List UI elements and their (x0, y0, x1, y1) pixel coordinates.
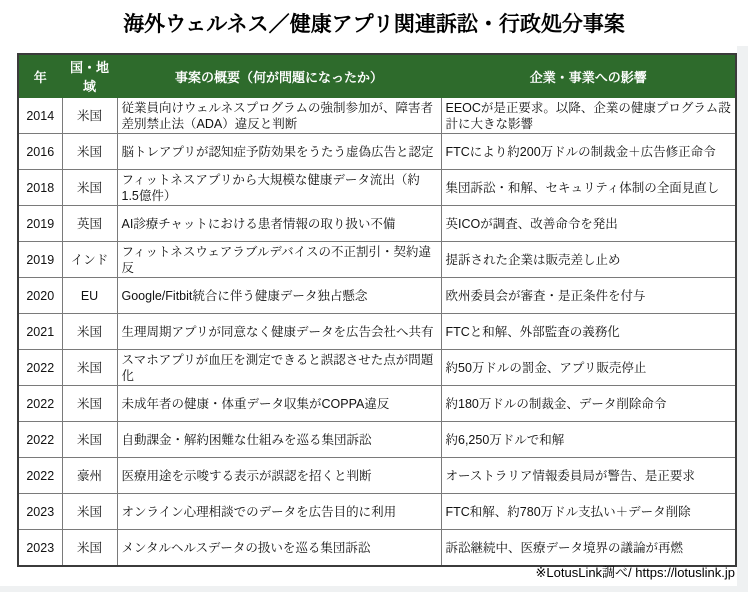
cell-summary: 従業員向けウェルネスプログラムの強制参加が、障害者差別禁止法（ADA）違反と判断 (117, 98, 441, 134)
cell-impact: EEOCが是正要求。以降、企業の健康プログラム設計に大きな影響 (441, 98, 736, 134)
cell-impact: オーストラリア情報委員局が警告、是正要求 (441, 458, 736, 494)
cell-year: 2018 (18, 170, 62, 206)
cell-region: 英国 (62, 206, 117, 242)
cell-impact: FTC和解、約780万ドル支払い＋データ削除 (441, 494, 736, 530)
cell-year: 2022 (18, 350, 62, 386)
table-row (18, 386, 736, 422)
source-note: ※LotusLink調べ/ https://lotuslink.jp (535, 565, 735, 580)
cell-impact: 約50万ドルの罰金、アプリ販売停止 (441, 350, 736, 386)
cell-region: 米国 (62, 350, 117, 386)
cell-summary: 自動課金・解約困難な仕組みを巡る集団訴訟 (117, 422, 441, 458)
cell-summary: メンタルヘルスデータの扱いを巡る集団訴訟 (117, 530, 441, 567)
cell-impact: 欧州委員会が審査・是正条件を付与 (441, 278, 736, 314)
cell-year: 2016 (18, 134, 62, 170)
cell-impact: 集団訴訟・和解、セキュリティ体制の全面見直し (441, 170, 736, 206)
table-row (18, 494, 736, 530)
cell-year: 2014 (18, 98, 62, 134)
cell-summary: 未成年者の健康・体重データ収集がCOPPA違反 (117, 386, 441, 422)
cell-year: 2019 (18, 206, 62, 242)
cell-impact: 約180万ドルの制裁金、データ削除命令 (441, 386, 736, 422)
column-header-impact: 企業・事業への影響 (441, 54, 736, 98)
page-title: 海外ウェルネス／健康アプリ関連訴訟・行政処分事案 (123, 13, 625, 36)
table-row (18, 170, 736, 206)
cell-impact: 英ICOが調査、改善命令を発出 (441, 206, 736, 242)
cell-summary: フィットネスウェアラブルデバイスの不正割引・契約違反 (117, 242, 441, 278)
cell-summary: 生理周期アプリが同意なく健康データを広告会社へ共有 (117, 314, 441, 350)
cell-region: 米国 (62, 530, 117, 567)
cell-region: 米国 (62, 170, 117, 206)
table-row (18, 98, 736, 134)
table-row (18, 422, 736, 458)
cell-region: 米国 (62, 494, 117, 530)
cell-impact: 訴訟継続中、医療データ境界の議論が再燃 (441, 530, 736, 567)
cell-region: 米国 (62, 386, 117, 422)
column-header-year: 年 (18, 54, 62, 98)
table-row (18, 458, 736, 494)
cell-region: EU (62, 278, 117, 314)
table-row (18, 206, 736, 242)
column-header-region: 国・地域 (62, 54, 117, 98)
cell-year: 2021 (18, 314, 62, 350)
background-edge-bottom (0, 586, 748, 592)
cell-year: 2022 (18, 458, 62, 494)
cell-year: 2023 (18, 494, 62, 530)
background-edge-right (737, 46, 748, 592)
cell-year: 2022 (18, 386, 62, 422)
table-row (18, 242, 736, 278)
cell-year: 2023 (18, 530, 62, 567)
cell-region: インド (62, 242, 117, 278)
cell-region: 米国 (62, 422, 117, 458)
table-row (18, 530, 736, 567)
cell-region: 米国 (62, 314, 117, 350)
cell-year: 2022 (18, 422, 62, 458)
table-header-row (18, 54, 736, 98)
cell-year: 2019 (18, 242, 62, 278)
cell-impact: 約6,250万ドルで和解 (441, 422, 736, 458)
cell-region: 米国 (62, 98, 117, 134)
cell-summary: オンライン心理相談でのデータを広告目的に利用 (117, 494, 441, 530)
cell-impact: FTCにより約200万ドルの制裁金＋広告修正命令 (441, 134, 736, 170)
cell-impact: FTCと和解、外部監査の義務化 (441, 314, 736, 350)
table-row (18, 134, 736, 170)
table-row (18, 278, 736, 314)
cell-region: 米国 (62, 134, 117, 170)
cell-summary: スマホアプリが血圧を測定できると誤認させた点が問題化 (117, 350, 441, 386)
cell-summary: AI診療チャットにおける患者情報の取り扱い不備 (117, 206, 441, 242)
cell-summary: Google/Fitbit統合に伴う健康データ独占懸念 (117, 278, 441, 314)
cases-table (17, 53, 737, 567)
cell-summary: 脳トレアプリが認知症予防効果をうたう虚偽広告と認定 (117, 134, 441, 170)
table-row (18, 350, 736, 386)
column-header-summary: 事案の概要（何が問題になったか） (117, 54, 441, 98)
cell-impact: 提訴された企業は販売差し止め (441, 242, 736, 278)
cell-region: 豪州 (62, 458, 117, 494)
cell-summary: 医療用途を示唆する表示が誤認を招くと判断 (117, 458, 441, 494)
cell-year: 2020 (18, 278, 62, 314)
cell-summary: フィットネスアプリから大規模な健康データ流出（約1.5億件） (117, 170, 441, 206)
table-row (18, 314, 736, 350)
